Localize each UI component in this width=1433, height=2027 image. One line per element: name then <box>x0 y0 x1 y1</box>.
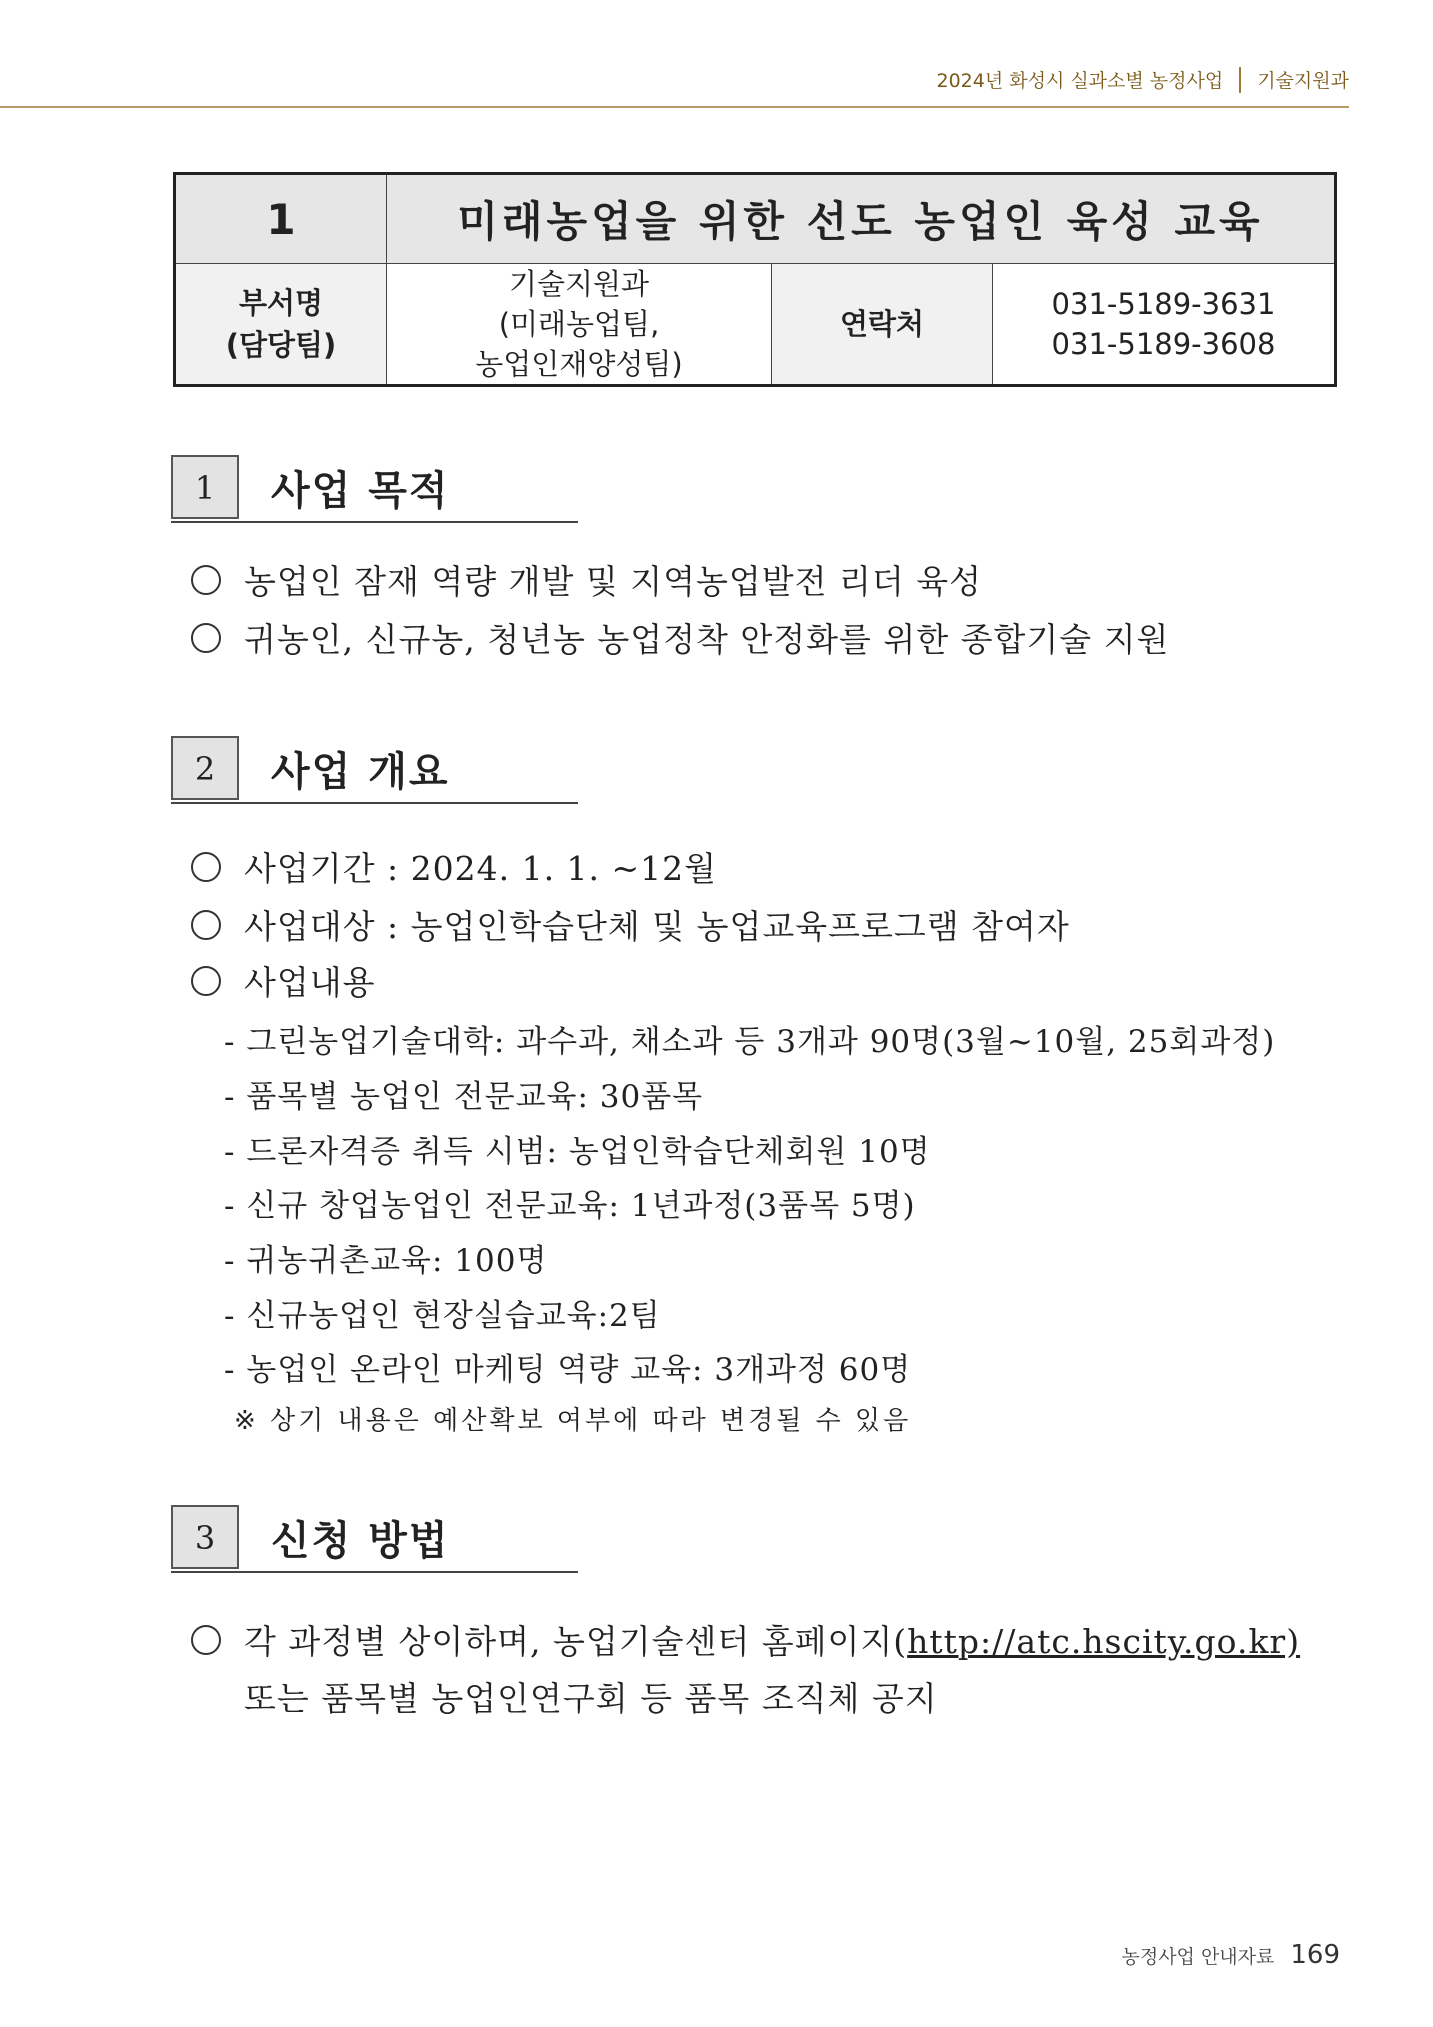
section-3-underline <box>171 1571 578 1573</box>
application-text: 각 과정별 상이하며, 농업기술센터 홈페이지( <box>244 1622 908 1661</box>
page-number: 169 <box>1290 1940 1340 1970</box>
bullet-circle-icon <box>191 852 221 882</box>
homepage-link[interactable]: http://atc.hscity.go.kr) <box>907 1622 1301 1661</box>
header-rule <box>0 106 1349 108</box>
content-item-3: - 드론자격증 취득 시범: 농업인학습단체회원 10명 <box>224 1134 931 1170</box>
section-3-heading <box>171 1505 578 1573</box>
section-1-title: 사업 목적 <box>271 468 450 514</box>
section-1-number: 1 <box>171 455 239 519</box>
budget-note: ※ 상기 내용은 예산확보 여부에 따라 변경될 수 있음 <box>234 1406 912 1436</box>
team-value-1: (미래농업팀, <box>498 307 660 341</box>
section-3-title: 신청 방법 <box>271 1518 450 1564</box>
page-header <box>0 0 1433 108</box>
program-number: 1 <box>175 174 387 264</box>
contact-phone-2: 031-5189-3608 <box>1051 327 1276 361</box>
content-item-5: - 귀농귀촌교육: 100명 <box>224 1243 548 1279</box>
contact-value-cell <box>993 264 1336 386</box>
overview-period: 사업기간 : 2024. 1. 1. ~12월 <box>244 849 718 888</box>
program-title: 미래농업을 위한 선도 농업인 육성 교육 <box>387 174 1336 264</box>
content-item-1: - 그린농업기술대학: 과수과, 채소과 등 3개과 90명(3월~10월, 25회과정) <box>224 1024 1276 1060</box>
overview-target: 사업대상 : 농업인학습단체 및 농업교육프로그램 참여자 <box>244 907 1070 946</box>
dept-value-cell <box>387 264 772 386</box>
contact-phone-1: 031-5189-3631 <box>1051 287 1276 321</box>
dept-label-cell <box>175 264 387 386</box>
section-2-underline <box>171 802 578 804</box>
dept-label: 부서명 <box>238 286 324 320</box>
section-1-underline <box>171 521 578 523</box>
overview-content-label: 사업내용 <box>244 963 376 1002</box>
team-label: (담당팀) <box>225 328 337 362</box>
header-department: 기술지원과 <box>1257 70 1349 92</box>
bullet-circle-icon <box>191 966 221 996</box>
header-text <box>936 66 1349 93</box>
dept-value: 기술지원과 <box>508 267 650 301</box>
content-item-7: - 농업인 온라인 마케팅 역량 교육: 3개과정 60명 <box>224 1352 912 1388</box>
application-line-2: 또는 품목별 농업인연구회 등 품목 조직체 공지 <box>244 1679 938 1718</box>
header-document-title: 2024년 화성시 실과소별 농정사업 <box>936 70 1224 92</box>
content-item-6: - 신규농업인 현장실습교육:2팀 <box>224 1298 661 1334</box>
bullet-circle-icon <box>191 1625 221 1655</box>
bullet-circle-icon <box>191 565 221 595</box>
content-item-4: - 신규 창업농업인 전문교육: 1년과정(3품목 5명) <box>224 1188 916 1224</box>
section-1-heading <box>171 455 578 523</box>
section-2-number: 2 <box>171 736 239 800</box>
bullet-circle-icon <box>191 910 221 940</box>
contact-label: 연락처 <box>772 264 993 386</box>
section-2-heading <box>171 736 578 804</box>
bullet-circle-icon <box>191 623 221 653</box>
header-divider <box>1239 67 1241 93</box>
purpose-item-1: 농업인 잠재 역량 개발 및 지역농업발전 리더 육성 <box>244 562 982 601</box>
purpose-item-2: 귀농인, 신규농, 청년농 농업정착 안정화를 위한 종합기술 지원 <box>244 620 1170 659</box>
footer-label: 농정사업 안내자료 <box>1121 1946 1275 1968</box>
page-footer <box>1121 1940 1340 1970</box>
application-line-1 <box>244 1616 1300 1663</box>
content-item-2: - 품목별 농업인 전문교육: 30품목 <box>224 1079 704 1115</box>
section-2-title: 사업 개요 <box>271 749 450 795</box>
team-value-2: 농업인재양성팀) <box>475 347 683 381</box>
program-info-table <box>173 172 1337 387</box>
section-3-number: 3 <box>171 1505 239 1569</box>
